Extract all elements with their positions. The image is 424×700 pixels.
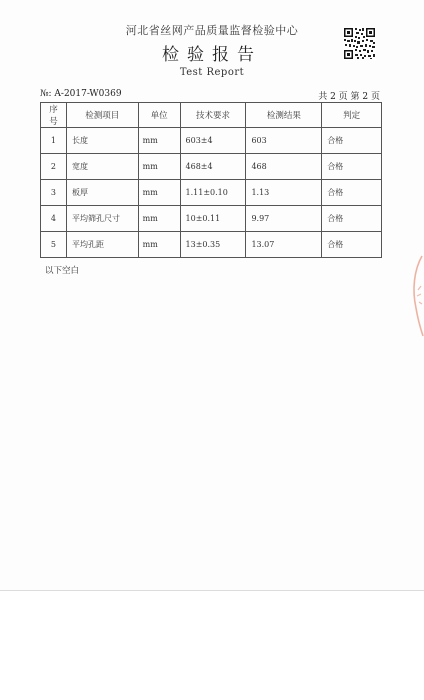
row-index: 5: [41, 232, 67, 258]
page-count: 共 2 页 第 2 页: [318, 92, 380, 102]
row-index: 1: [41, 128, 67, 154]
row-requirement: 1.11±0.10: [180, 180, 246, 206]
row-index: 2: [41, 154, 67, 180]
row-verdict: 合格: [322, 206, 382, 232]
row-unit: mm: [138, 128, 180, 154]
row-result: 603: [246, 128, 322, 154]
row-result: 468: [246, 154, 322, 180]
row-requirement: 468±4: [180, 154, 246, 180]
row-verdict: 合格: [322, 154, 382, 180]
row-verdict: 合格: [322, 128, 382, 154]
results-table: [40, 102, 382, 258]
row-requirement: 10±0.11: [180, 206, 246, 232]
table-row: [41, 232, 382, 258]
row-requirement: 603±4: [180, 128, 246, 154]
row-item: 宽度: [66, 154, 138, 180]
row-unit: mm: [138, 206, 180, 232]
report-number: №: A-2017-W0369: [40, 89, 122, 99]
row-item: 板厚: [66, 180, 138, 206]
header-item: 检测项目: [66, 103, 138, 128]
row-verdict: 合格: [322, 180, 382, 206]
header-index: 序号: [41, 103, 67, 128]
row-result: 1.13: [246, 180, 322, 206]
header-result: 检测结果: [246, 103, 322, 128]
row-unit: mm: [138, 154, 180, 180]
row-result: 9.97: [246, 206, 322, 232]
header-verdict: 判定: [322, 103, 382, 128]
row-unit: mm: [138, 180, 180, 206]
page-subtitle: Test Report: [179, 67, 245, 78]
table-row: [41, 180, 382, 206]
row-item: 长度: [66, 128, 138, 154]
row-index: 4: [41, 206, 67, 232]
row-result: 13.07: [246, 232, 322, 258]
seal-stamp-edge: [404, 250, 424, 340]
org-name: 河北省丝网产品质量监督检验中心: [125, 24, 299, 37]
qr-code-icon: [343, 27, 376, 60]
row-requirement: 13±0.35: [180, 232, 246, 258]
row-item: 平均孔距: [66, 232, 138, 258]
blank-below-note: 以下空白: [45, 266, 80, 276]
row-verdict: 合格: [322, 232, 382, 258]
header-unit: 单位: [138, 103, 180, 128]
row-item: 平均筛孔尺寸: [66, 206, 138, 232]
table-row: [41, 154, 382, 180]
table-header-row: [41, 103, 382, 128]
table-row: [41, 128, 382, 154]
page-title: 检验报告: [162, 45, 262, 65]
row-index: 3: [41, 180, 67, 206]
table-row: [41, 206, 382, 232]
header-requirement: 技术要求: [180, 103, 246, 128]
row-unit: mm: [138, 232, 180, 258]
